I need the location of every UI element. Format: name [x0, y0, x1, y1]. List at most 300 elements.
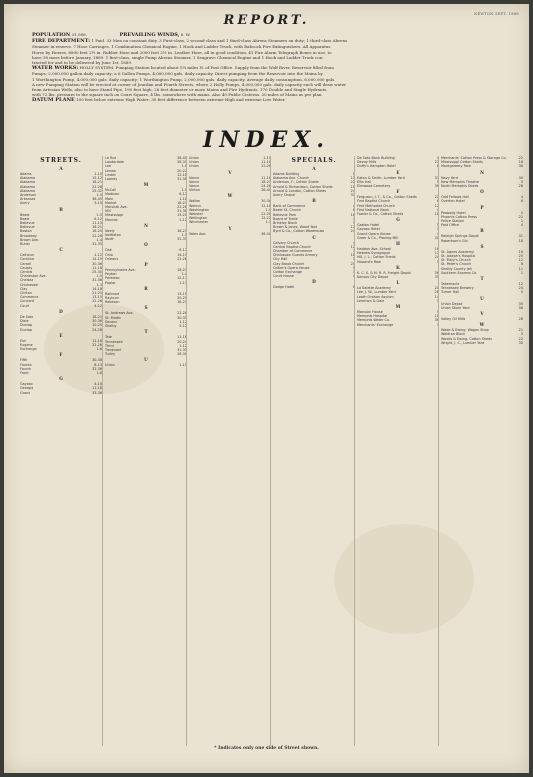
entry-name: Lemmon & Gale [357, 298, 385, 303]
letter-heading: B [312, 198, 316, 204]
entry-name: Looney [105, 177, 118, 182]
entry-name: Post Office [441, 223, 460, 228]
entry-name: Beale [20, 216, 30, 221]
entry-page: 1-5 [181, 233, 187, 238]
entry-name: Dixie [20, 319, 29, 324]
letter-heading: U [144, 357, 148, 363]
entry-name: Cotton Exchange [273, 270, 302, 275]
entry-page: 5 [520, 210, 523, 215]
letter-heading: V [480, 311, 484, 317]
entry-page: 6-12 [179, 248, 187, 253]
entry-name: Clay [20, 286, 28, 291]
entry-name: Collier's Opera House [273, 265, 310, 270]
water-text: HOLLY SYSTEM. Pumping Station located about 1¼ miles N. of Post Office. Supply from the Wolf River. Reservoir filled from [79, 65, 334, 71]
entry-name: Vinton [189, 188, 200, 193]
entry-page: 22 [434, 195, 439, 200]
entry-name: Arnold & London, Cotton Sheds [273, 188, 327, 193]
letter-heading: O [144, 242, 148, 248]
entry-page: 13-15 [177, 291, 187, 296]
entry-page: 28 [434, 290, 439, 295]
entry-name: Turley [105, 352, 116, 357]
entry-page: 30-36 [92, 261, 102, 266]
entry-name: Fowler & Co., Cotton Sheds [357, 212, 404, 217]
entry-name: City Hall [273, 257, 288, 262]
entry-name: Chickasaw [20, 282, 38, 287]
entry-name: Arnold & Richardson, Cotton Sheds [273, 184, 333, 189]
entry-name: Leath Orphan Asylum [357, 294, 394, 299]
entry-page: 16 [434, 247, 439, 252]
entry-name: Montgomery Park [441, 164, 471, 169]
column-heading: STREETS. [40, 157, 82, 164]
entry-page: 1-12 [179, 217, 187, 222]
entry-name: Butler [20, 242, 31, 247]
entry-name: Broadway [20, 233, 37, 238]
entry-page: 1-5 [265, 207, 271, 212]
entry-name: Gayoso [20, 382, 33, 387]
entry-page: 28 [518, 184, 523, 189]
index-column [354, 156, 441, 746]
map-sheet [4, 4, 529, 773]
letter-heading: C [312, 234, 316, 240]
entry-name: Odd Fellows Hall [441, 195, 469, 200]
fire-text: Horse by Horses. 8800 feet 2½ in. Rubber Hose and 2000 feet 2½ in. Leather Hose, all in good condition. 41 Fire Alarm Telegraph Boxes in use, to [32, 49, 332, 55]
entry-name: Yates Ave. [189, 231, 207, 236]
letter-heading: O [480, 189, 484, 195]
entry-page: 18 [434, 314, 439, 319]
entry-page: 1-3 [265, 220, 271, 225]
entry-name: Waldran Block [441, 332, 466, 337]
entry-name: Adams Building [273, 172, 300, 176]
letter-heading: E [59, 332, 63, 338]
entry-name: Duffy's Hampton Hotel [357, 164, 396, 169]
entry-name: Phoenix Cotton Press [441, 214, 477, 219]
entry-page: 18 [350, 184, 355, 189]
index-column [186, 156, 273, 746]
entry-page: 1-13 [179, 280, 187, 285]
entry-page: 33-36 [92, 390, 102, 395]
entry-page: 1 [352, 270, 355, 275]
entry-page: 28 [518, 317, 523, 322]
entry-page: 20-25 [177, 296, 187, 301]
entry-name: Poplar [105, 280, 116, 285]
letter-heading: G [396, 217, 400, 223]
entry-name: Valley Oil Mills [441, 317, 466, 322]
entry-name: Merchants' Exchange [357, 322, 394, 327]
entry-page: 22-26 [92, 299, 102, 304]
entry-name: Winchester [189, 220, 209, 225]
entry-page: 12 [518, 282, 523, 287]
water-text: A new Pumping Station will be erected at corner of Jourdan and Fourth Streets, where 2 Holly Pumps, 4,000,000 gals. daily capacity each will draw water [32, 81, 346, 87]
index-entry [271, 285, 357, 289]
entry-name: First National Bank [357, 207, 389, 212]
entry-name: Linden [105, 172, 117, 177]
entry-name: St. Peter's Church [441, 262, 472, 267]
entry-name: Walker [189, 199, 201, 204]
entry-name: Central Baptist Church [273, 244, 312, 249]
index-footnote: * Indicates only one side of Street shown. [214, 746, 319, 751]
entry-page: 18 [434, 212, 439, 217]
entry-page: 5 [436, 223, 439, 228]
fire-text: have 18 more before January, 1889. 1 first-class, single Pump Ahrens Steamer, 1 Seagrave Chemical Engine and 1 Hook and Ladder Truck con- [32, 54, 324, 60]
entry-page: 11-18 [261, 175, 271, 180]
entry-name: Peyton [105, 272, 117, 277]
fire-text: Steamer in reserve. 7 Hose Carriages, 1 Combination Chemical Engine, 1 Hook and Ladder Truck, with Babcock Fire Extinguishers. All Apparatus [32, 44, 331, 50]
entry-name: Chamber of Commerce [273, 249, 313, 254]
fire-text: 1 Paid. 33 Men on constant duty. 3 First-class, 2 second-class and 1 third-class Ahrens Steamers on duty; 1 third-class Ahrens [91, 38, 348, 44]
entry-name: Pontotoc [105, 276, 120, 281]
entry-page: 1 [520, 270, 523, 275]
entry-page: 1-15 [94, 172, 102, 176]
entry-page: 12 [434, 203, 439, 208]
entry-name: Union Depot [441, 301, 463, 306]
entry-name: Devoy Mills [357, 160, 377, 165]
entry-page: 12-18 [261, 203, 271, 208]
entry-page: 12-18 [92, 338, 102, 343]
entry-name: Grand [20, 390, 31, 395]
entry-page: 4 [520, 195, 523, 200]
entry-page: 5 [436, 259, 439, 264]
entry-page: 22 [518, 336, 523, 341]
entry-name: Lenow [105, 168, 116, 173]
water-label: WATER WORKS: [32, 65, 79, 72]
entry-page: 30-36 [261, 199, 271, 204]
entry-name: Fourth [20, 366, 31, 371]
entry-page: 15-12 [92, 176, 102, 181]
entry-page: 1-4 [181, 272, 187, 277]
entry-name: Wellington [189, 216, 207, 221]
water-text: from Artesian Wells, also to have Stand Pipe, 190 feet high, 26 feet diameter or more Mains and Fire Hydrants. 170 Double and Single Hydrants, [32, 87, 328, 93]
entry-name: Gayoso Hotel [357, 227, 380, 232]
entry-page: 1 [352, 216, 355, 221]
entry-name: Clay Brook Church [273, 261, 305, 266]
population-value: 31,086. [71, 32, 87, 37]
entry-name: Turner Hall [441, 290, 460, 295]
entry-name: Brown & Jones, Wood Yard [273, 225, 318, 230]
entry-name: Causey [20, 265, 33, 270]
entry-name: Central [20, 270, 33, 275]
report-title: REPORT. [223, 13, 310, 28]
entry-page: 31 [434, 175, 439, 180]
entry-page: 4 [520, 223, 523, 228]
entry-page: 5 [436, 179, 439, 184]
entry-name: Main [105, 196, 114, 201]
winds-label: PREVAILING WINDS, [119, 32, 180, 38]
letter-heading: M [395, 304, 401, 310]
letter-heading: A [312, 166, 316, 171]
datum-label: DATUM PLANE [32, 97, 75, 104]
entry-page: 13-20 [177, 213, 187, 218]
entry-page: 11-15 [92, 221, 102, 226]
entry-page: 6 [436, 199, 439, 204]
letter-heading: L [396, 280, 400, 286]
entry-page: 36 [434, 318, 439, 323]
entry-page: 20-24 [177, 339, 187, 344]
entry-page: 36-45 [92, 197, 102, 202]
entry-page: 1-5 [181, 188, 187, 193]
letter-heading: F [59, 352, 63, 358]
entry-name: Elks Hall [357, 179, 372, 184]
entry-name: Vance [189, 179, 200, 184]
entry-page: 36-40 [261, 231, 271, 236]
entry-name: Mill [105, 209, 111, 214]
letter-heading: A [59, 166, 63, 171]
entry-page: 1-12 [179, 343, 187, 348]
index-entry [355, 323, 441, 327]
entry-page: 31-36 [92, 278, 102, 283]
entry-name: Beale St. Church [273, 208, 302, 213]
entry-page: 1 [436, 322, 439, 327]
entry-page: 1-6 [96, 347, 102, 352]
entry-name: Arkansas [20, 197, 36, 202]
entry-name: Chelsea [20, 278, 34, 283]
entry-page: 22-28 [177, 311, 187, 316]
entry-name: Southern Express Co. [441, 270, 478, 275]
entry-page: 16 [350, 212, 355, 217]
entry-name: Wade & Ewing, Wagon Shop [441, 328, 489, 333]
entry-name: Bank of Commerce [273, 204, 306, 209]
entry-page: 5 [520, 179, 523, 184]
entry-page: 25-32 [92, 188, 102, 193]
entry-name: Rayburn [105, 296, 120, 301]
water-text: 1 Worthington Pump, 4,000,000 gals. daily capacity; 1 Worthington Pump, 2,000,000 gals. daily capacity. Average daily consumption, 6,000,000 gals. [32, 76, 336, 82]
entry-name: Alabama Ave. Church [273, 176, 310, 181]
entry-name: Chickasaw Guards Armory [273, 253, 318, 258]
entry-name: Union Stock Yard [441, 305, 470, 310]
entry-name: Peabody Hotel [441, 210, 466, 215]
entry-page: 24 [434, 255, 439, 260]
entry-name: Haddon Ave. School [357, 247, 391, 252]
entry-name: Eaton & Smith, Lumber Yard [357, 175, 405, 180]
entry-page: 14-19 [92, 257, 102, 262]
entry-page: 14-18 [92, 286, 102, 291]
entry-name: St. Agnes Academy [441, 249, 474, 254]
entry-page: 8 [436, 164, 439, 169]
entry-page: 1-5 [96, 274, 102, 279]
entry-page: 1-18 [179, 196, 187, 201]
entry-name: Board of Trade [273, 216, 298, 221]
entry-name: Union [105, 363, 115, 368]
entry-name: North Memphis Sheds [441, 184, 479, 189]
corner-note: NEWTON SEPT. 1888 [474, 12, 519, 16]
entry-page: 24 [350, 229, 355, 234]
entry-page: 15 [350, 176, 355, 181]
entry-name: Adams [20, 172, 32, 176]
entry-page: 30-38 [92, 358, 102, 363]
entry-page: 4 [436, 207, 439, 212]
entry-page: 4 [352, 240, 355, 245]
entry-name: Hill, J. L., Cotton Sheds [357, 255, 396, 260]
entry-name: Orleans [105, 256, 119, 261]
entry-page: 1-9 [181, 164, 187, 169]
entry-page: 10-20 [92, 323, 102, 328]
entry-name: Kansas City Depot [357, 275, 389, 280]
letter-heading: W [227, 193, 233, 199]
entry-page: 31-35 [92, 242, 102, 247]
entry-name: Florida [20, 362, 32, 367]
entry-page: 5 [520, 332, 523, 337]
population-label: POPULATION [32, 32, 71, 38]
entry-name: Trezevant [105, 347, 122, 352]
datum-text: 100 feet below extreme High Water; 35 feet difference between extreme High and extreme Low Water. [76, 97, 286, 103]
entry-name: Elm [20, 338, 27, 343]
entry-name: New Memphis Theatre [441, 179, 479, 184]
entry-name: Elmwood Cemetery [357, 184, 391, 189]
entry-name: Beale [20, 212, 30, 217]
entry-name: Shelby County Jail [441, 266, 472, 271]
entry-page: 1 [352, 249, 355, 254]
entry-page: 24 [350, 188, 355, 193]
entry-name: Front [20, 370, 29, 375]
entry-page: 12-22 [261, 216, 271, 221]
entry-name: Concord [20, 299, 35, 304]
entry-name: Shelby [105, 324, 117, 329]
entry-page: 1-3 [96, 282, 102, 287]
entry-page: 4 [352, 204, 355, 209]
entry-page: 11 [518, 266, 523, 271]
entry-name: Byrd & Co., Cotton Warehouse [273, 229, 325, 234]
entry-page: 12 [350, 244, 355, 249]
water-text: with 72 lbs. pressure to the square inch on Court Square, 4 lbs. somewhere with mains. Also 40 Public Cisterns. 20 miles of Mains as per plan. [32, 92, 323, 98]
winds-value: S. W. [180, 32, 191, 37]
entry-page: 30 [518, 340, 523, 345]
entry-page: 1-12 [94, 253, 102, 258]
datum-row [32, 97, 501, 103]
entry-page: 32-36 [92, 366, 102, 371]
entry-page: 8-13 [94, 362, 102, 367]
entry-page: 36 [518, 164, 523, 169]
entry-page: 5 [520, 290, 523, 295]
entry-page: 22-28 [177, 256, 187, 261]
entry-page: 25-30 [92, 270, 102, 275]
entry-page: 1-4 [96, 237, 102, 242]
entry-name: Calvary Church [273, 240, 299, 245]
entry-page: 18-21 [92, 314, 102, 319]
entry-name: First Baptist Church [357, 199, 391, 204]
entry-page: 22-28 [92, 233, 102, 238]
entry-name: Memphis Water Co. [357, 318, 390, 323]
entry-name: Ohio [105, 252, 113, 257]
entry-name: Eugene [20, 342, 33, 347]
entry-page: 18 [350, 253, 355, 258]
entry-name: Second [105, 319, 118, 324]
entry-page: 3-10 [94, 201, 102, 206]
entry-name: Tennessee Brewery [441, 286, 474, 291]
entry-page: 6-12 [94, 216, 102, 221]
entry-page: 4 [436, 156, 439, 160]
entry-page: 20 [350, 261, 355, 266]
report-section [32, 32, 501, 104]
entry-page: 30 [434, 235, 439, 240]
entry-name: St. Mary's Church [441, 258, 471, 263]
entry-page: 12 [518, 258, 523, 263]
letter-heading: W [479, 322, 485, 328]
letter-heading: T [144, 329, 148, 335]
letter-heading: F [396, 189, 400, 195]
entry-name: Brinkley Block [273, 221, 298, 226]
entry-name: McCall [105, 188, 117, 193]
entry-page: 31-36 [177, 209, 187, 214]
entry-page: 1-5 [96, 193, 102, 198]
entry-page: 24-28 [261, 184, 271, 189]
letter-heading: C [59, 247, 63, 253]
entry-name: Tate [105, 335, 113, 340]
entry-name: Robeson [105, 300, 120, 305]
entry-name: Oak [105, 248, 112, 253]
entry-page: 22-26 [92, 342, 102, 347]
entry-name: Exchange [20, 347, 37, 352]
entry-name: Washington [189, 207, 209, 212]
entry-page: 6 [352, 285, 355, 290]
letter-heading: T [480, 276, 484, 282]
entry-page: 31-35 [177, 347, 187, 352]
letter-heading: R [480, 228, 484, 234]
entry-page: 35 [434, 275, 439, 280]
entry-name: St. Martin [105, 315, 122, 320]
entry-page: 6-12 [179, 192, 187, 197]
entry-name: Calhoun [20, 253, 34, 258]
fire-text: tracted for and to be delivered by June 1st, 1889. [32, 60, 133, 66]
index-column [18, 156, 104, 746]
entry-page: 31-35 [177, 237, 187, 242]
entry-name: Union [189, 160, 199, 165]
entry-name: Neely [105, 228, 115, 233]
entry-page: 5 [352, 172, 355, 176]
entry-page: 6 [520, 199, 523, 204]
entry-name: Clinton [20, 291, 32, 296]
entry-page: 36-40 [177, 156, 187, 160]
entry-name: Mansion House [357, 310, 383, 315]
entry-name: Court [20, 303, 30, 308]
entry-page: 5 [352, 221, 355, 226]
letter-heading: E [396, 169, 400, 175]
entry-page: 36 [434, 184, 439, 189]
entry-page: 11-18 [177, 335, 187, 340]
entry-page: 22 [518, 156, 523, 160]
entry-page: 22-28 [92, 184, 102, 189]
entry-name: Anderson [20, 193, 37, 198]
entry-page: 1-8 [96, 370, 102, 375]
letter-heading: B [59, 206, 63, 212]
entry-page: 1-12 [179, 319, 187, 324]
entry-page: 36-40 [261, 188, 271, 193]
letter-heading: K [396, 264, 400, 270]
letter-heading: R [144, 285, 148, 291]
entry-page: 22-28 [261, 212, 271, 217]
entry-page: 21 [434, 160, 439, 165]
entry-page: 5 [436, 310, 439, 315]
index-column [438, 156, 525, 746]
entry-page: 6 [352, 208, 355, 213]
index-entry [187, 232, 273, 236]
entry-name: Alabama [20, 188, 35, 193]
entry-page: 13-15 [92, 295, 102, 300]
entry-name: Bellevue Park [273, 212, 297, 217]
index-title: INDEX. [203, 127, 330, 153]
entry-name: Pennsylvania Ave. [105, 268, 136, 273]
index-entry [103, 363, 189, 367]
entry-name: Market [105, 200, 117, 205]
index-column [270, 156, 357, 746]
entry-name: St. Andrews Ave. [105, 311, 134, 316]
entry-name: Walnut [189, 203, 201, 208]
entry-name: Bellevue [20, 225, 35, 230]
entry-name: Bellevue [20, 221, 35, 226]
entry-name: Dunlap [20, 327, 33, 332]
entry-page: 31-36 [177, 177, 187, 182]
entry-page: 1 [436, 298, 439, 303]
entry-name: Monroe [105, 217, 118, 222]
entry-page: 20 [518, 254, 523, 259]
